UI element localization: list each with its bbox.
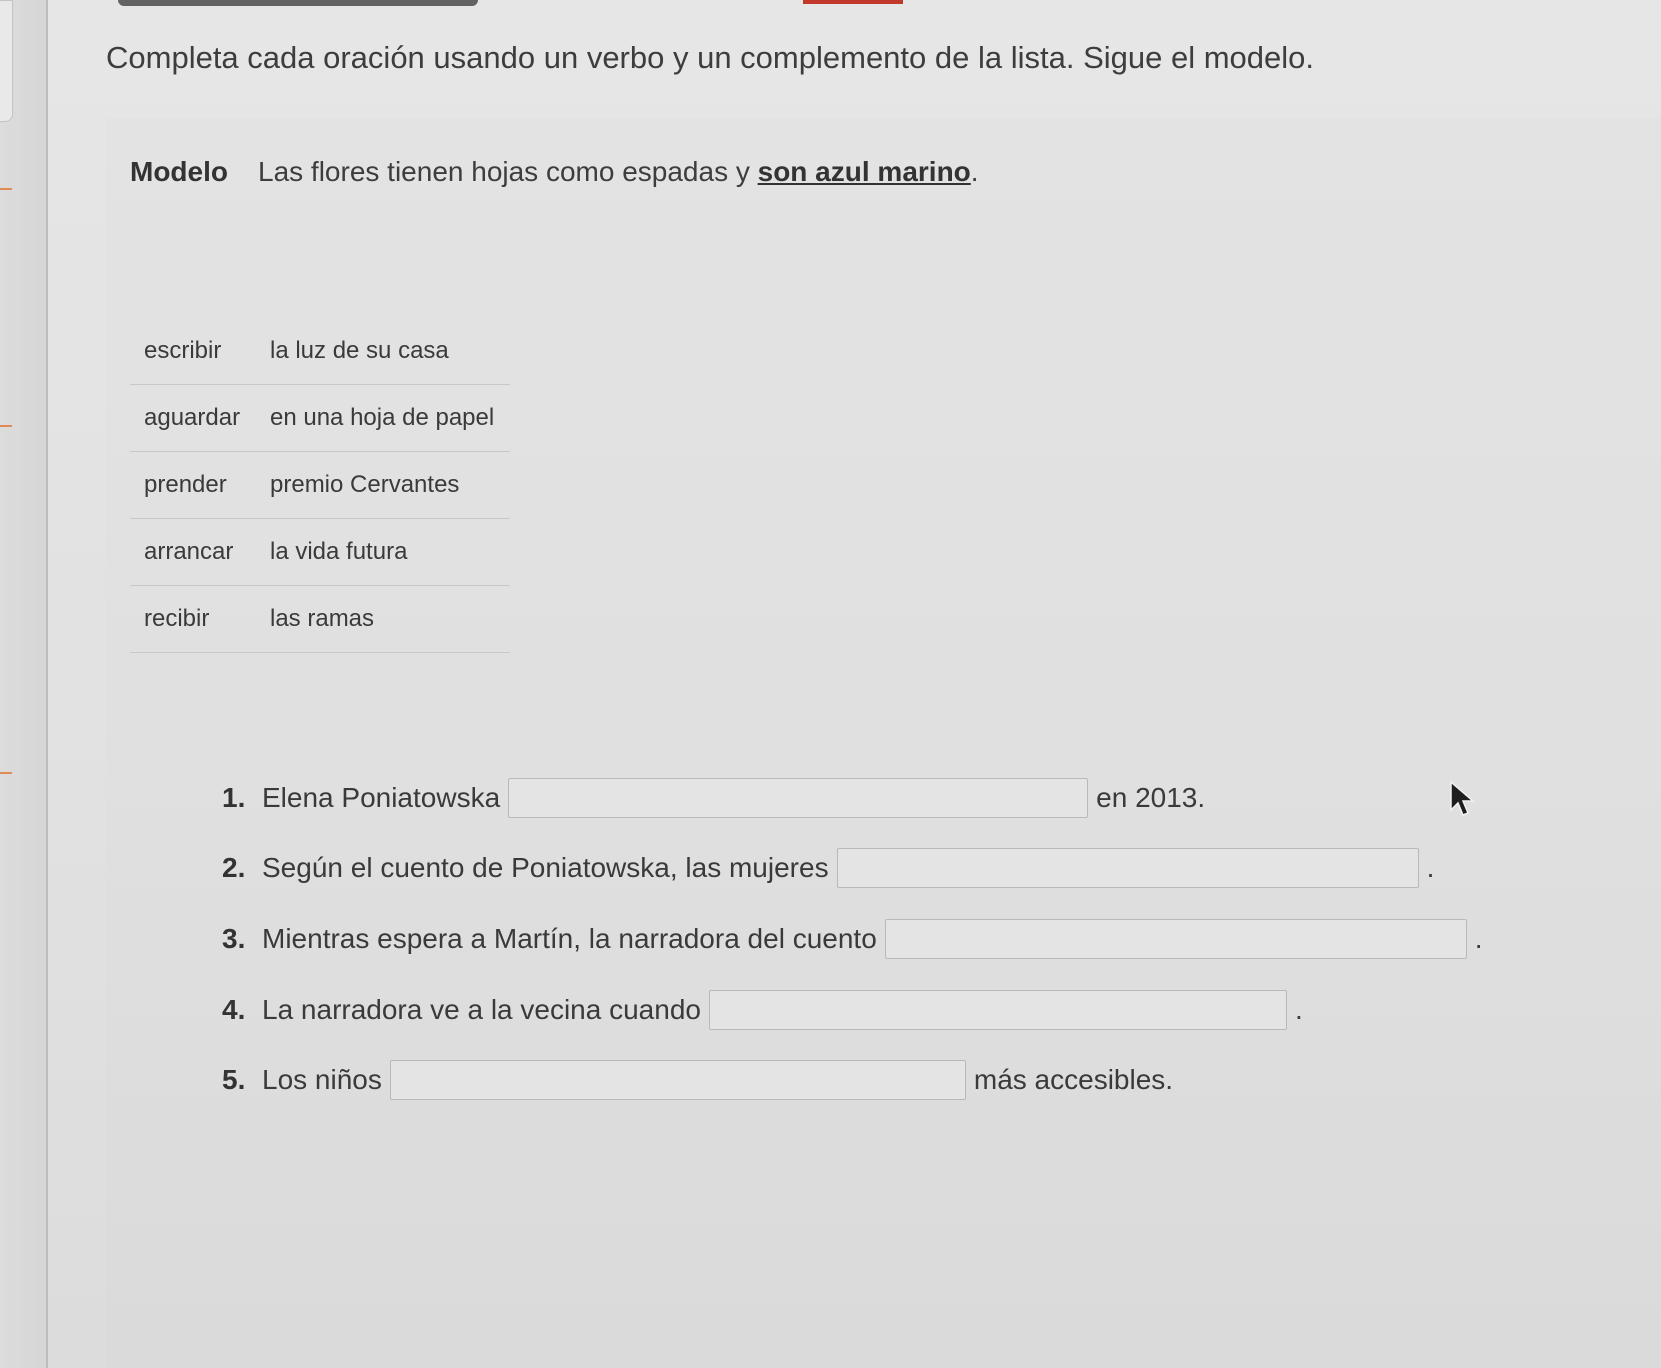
question-item-2 [222, 848, 1434, 888]
question-number: 3. [222, 923, 246, 954]
answer-input-2[interactable] [837, 848, 1419, 888]
question-text-after: . [1474, 923, 1483, 954]
question-text-before: Elena Poniatowska [262, 782, 501, 813]
word-list-row [130, 519, 510, 586]
heading-accent [803, 0, 903, 4]
word-list-row [130, 318, 510, 385]
question-text-before: Los niños [262, 1064, 382, 1095]
question-text-after: en 2013. [1096, 782, 1206, 813]
question-text-before: La narradora ve a la vecina cuando [262, 994, 701, 1025]
question-text-before: Mientras espera a Martín, la narradora del cuento [262, 923, 877, 954]
question-number: 5. [222, 1064, 246, 1095]
word-list-row [130, 452, 510, 519]
question-item-4 [222, 990, 1303, 1030]
question-item-5 [222, 1060, 1173, 1100]
complement-cell: la luz de su casa [256, 318, 510, 385]
question-text-after: . [1294, 994, 1303, 1025]
instruction-text: Completa cada oración usando un verbo y un complemento de la lista. Sigue el modelo. [106, 40, 1315, 75]
complement-cell: premio Cervantes [256, 452, 510, 519]
left-sidebar [0, 0, 48, 1368]
section-heading-cropped [118, 0, 478, 6]
model-sentence-end: . [970, 156, 979, 187]
question-number: 4. [222, 994, 246, 1025]
verb-cell: arrancar [130, 519, 256, 586]
answer-input-5[interactable] [390, 1060, 966, 1100]
verb-cell: recibir [130, 586, 256, 653]
sidebar-marker [0, 772, 12, 774]
sidebar-tab[interactable] [0, 0, 13, 122]
exercise-page [48, 0, 1661, 1368]
word-list-row [130, 385, 510, 452]
question-number: 2. [222, 852, 246, 883]
question-number: 1. [222, 782, 246, 813]
sidebar-marker [0, 188, 12, 190]
verb-cell: prender [130, 452, 256, 519]
question-item-3 [222, 919, 1483, 959]
mouse-pointer-icon [1448, 780, 1478, 820]
question-text-before: Según el cuento de Poniatowska, las mujeres [262, 852, 829, 883]
complement-cell: en una hoja de papel [256, 385, 510, 452]
question-text-after: . [1426, 852, 1435, 883]
complement-cell: la vida futura [256, 519, 510, 586]
question-text-after: más accesibles. [973, 1064, 1174, 1095]
question-item-1 [222, 778, 1205, 818]
model-label: Modelo [130, 156, 228, 187]
answer-input-3[interactable] [885, 919, 1467, 959]
word-list-table [130, 318, 510, 653]
model-example [130, 156, 979, 188]
model-sentence-start: Las flores tienen hojas como espadas y [258, 156, 758, 187]
verb-cell: aguardar [130, 385, 256, 452]
answer-input-4[interactable] [709, 990, 1287, 1030]
exercise-panel [106, 118, 1661, 1368]
sidebar-marker [0, 425, 12, 427]
word-list-row [130, 586, 510, 653]
answer-input-1[interactable] [508, 778, 1088, 818]
verb-cell: escribir [130, 318, 256, 385]
complement-cell: las ramas [256, 586, 510, 653]
model-answer: son azul marino [757, 156, 971, 187]
